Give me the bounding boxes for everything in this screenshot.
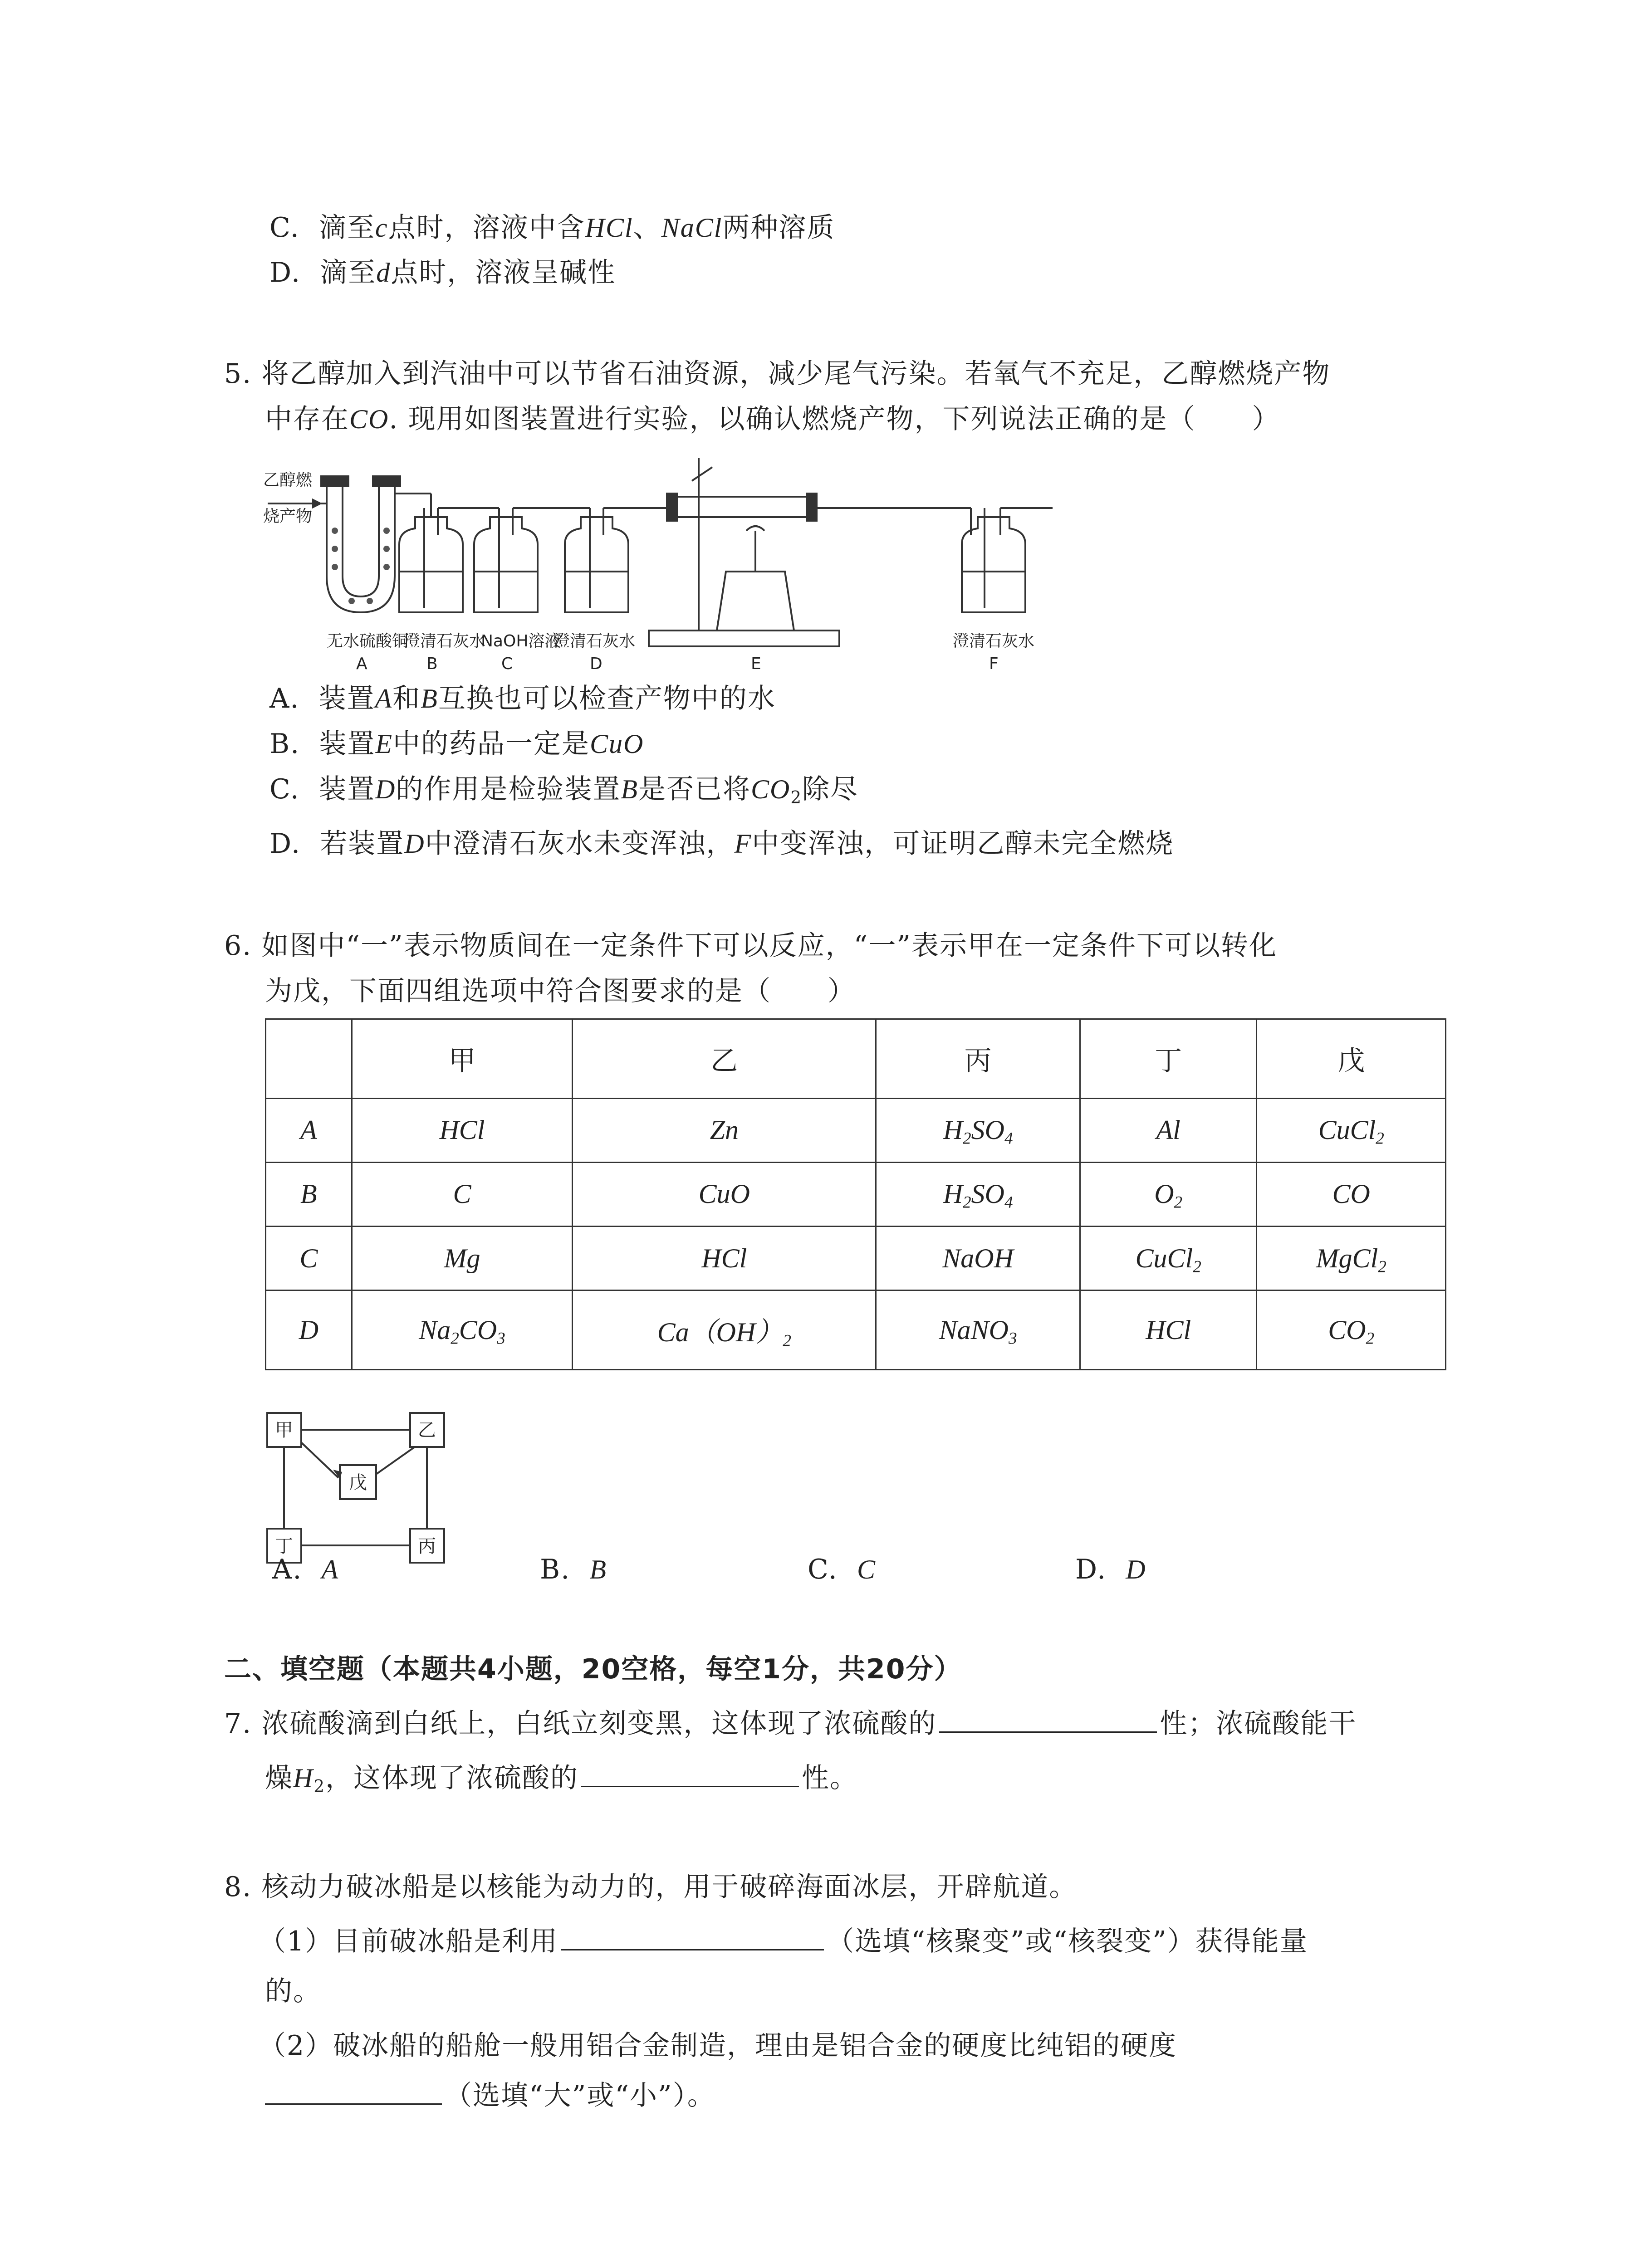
q6-option-d: D. D: [1075, 1554, 1146, 1585]
table-header-cell: 丙: [876, 1019, 1080, 1099]
q5-stem-line2: 中存在CO. 现用如图装置进行实验，以确认燃烧产物，下列说法正确的是（ ）: [265, 403, 1280, 435]
letter-e: E: [751, 655, 761, 673]
q6-option-a: A. A: [272, 1554, 339, 1585]
label-c: NaOH溶液: [481, 632, 561, 650]
row-label: C: [266, 1227, 352, 1290]
label-d: 澄清石灰水: [554, 632, 636, 650]
table-row: [266, 1290, 1446, 1370]
table-cell: $Na_2CO_3$: [352, 1290, 572, 1370]
table-cell: C: [352, 1162, 572, 1226]
table-cell: $H_2SO_4$: [876, 1098, 1080, 1162]
table-cell: NaOH: [876, 1227, 1080, 1290]
table-cell: HCl: [1080, 1290, 1257, 1370]
table-header-cell: 丁: [1080, 1019, 1257, 1099]
table-cell: $Ca(OH)_2$: [573, 1290, 876, 1370]
q8-stem: 8. 核动力破冰船是以核能为动力的，用于破碎海面冰层，开辟航道。: [224, 1871, 1078, 1903]
q5-option-c: C. 装置D的作用是检验装置B是否已将$CO_2$除尽: [269, 773, 859, 807]
q8-part2-line2: （选填“大”或“小”）。: [265, 2077, 715, 2114]
letter-f: F: [989, 655, 999, 673]
row-label: B: [266, 1162, 352, 1226]
section-heading: 二、填空题（本题共4小题，20空格，每空1分，共20分）: [224, 1653, 962, 1685]
table-cell: CuO: [573, 1162, 876, 1226]
table-cell: NaNO$_3$: [876, 1290, 1080, 1370]
q6-options-table: [265, 1018, 1446, 1370]
table-cell: Mg: [352, 1227, 572, 1290]
table-header-cell: 戊: [1257, 1019, 1446, 1099]
table-header-cell: 乙: [573, 1019, 876, 1099]
q5-stem-line1: 5. 将乙醇加入到汽油中可以节省石油资源，减少尾气污染。若氧气不充足，乙醇燃烧产物: [224, 358, 1331, 390]
svg-text:乙: 乙: [418, 1420, 436, 1441]
table-cell: $H_2SO_4$: [876, 1162, 1080, 1226]
q5-option-d: D. 若装置D中澄清石灰水未变浑浊，F中变浑浊，可证明乙醇未完全燃烧: [269, 828, 1174, 860]
answer-blank[interactable]: [581, 1762, 799, 1787]
svg-text:丙: 丙: [418, 1536, 436, 1557]
q4-option-c: C. 滴至c点时，溶液中含HCl、NaCl两种溶质: [269, 212, 835, 244]
q4-option-d: D. 滴至d点时，溶液呈碱性: [269, 257, 616, 288]
q8-part1-line2: 的。: [265, 1975, 321, 2007]
answer-blank[interactable]: [561, 1926, 824, 1950]
q6-option-b: B. B: [540, 1554, 607, 1585]
q8-part2-line1: （2）破冰船的船舱一般用铝合金制造，理由是铝合金的硬度比纯铝的硬度: [259, 2030, 1177, 2062]
answer-blank[interactable]: [265, 2080, 442, 2105]
table-cell: CuCl$_2$: [1080, 1227, 1257, 1290]
table-cell: $CO_2$: [1257, 1290, 1446, 1370]
table-cell: Al: [1080, 1098, 1257, 1162]
label-b: 澄清石灰水: [404, 632, 486, 650]
svg-text:戊: 戊: [349, 1472, 367, 1493]
answer-blank[interactable]: [939, 1708, 1157, 1733]
label-a: 无水硫酸铜: [327, 632, 409, 650]
letter-b: B: [426, 655, 438, 673]
table-cell: Zn: [573, 1098, 876, 1162]
q7-line2: 燥$H_2$，这体现了浓硫酸的 性。: [265, 1762, 858, 1796]
table-cell: CO: [1257, 1162, 1446, 1226]
table-header-cell: [266, 1019, 352, 1099]
inlet-label-line1: 乙醇燃: [263, 471, 313, 489]
table-row: [266, 1227, 1446, 1290]
row-label: D: [266, 1290, 352, 1370]
q5-option-b: B. 装置E中的药品一定是CuO: [269, 728, 644, 760]
q6-stem-line2: 为戊，下面四组选项中符合图要求的是（ ）: [265, 975, 856, 1007]
q5-option-a: A. 装置A和B互换也可以检查产物中的水: [269, 683, 776, 714]
table-cell: MgCl$_2$: [1257, 1227, 1446, 1290]
label-f: 澄清石灰水: [953, 632, 1035, 650]
q5-apparatus-figure: [263, 440, 1075, 685]
svg-text:甲: 甲: [275, 1420, 293, 1441]
letter-d: D: [590, 655, 603, 673]
table-cell: CuCl$_2$: [1257, 1098, 1446, 1162]
q6-option-c: C. C: [808, 1554, 877, 1585]
q8-part1-line1: （1）目前破冰船是利用 （选填“核聚变”或“核裂变”）获得能量: [259, 1926, 1308, 1957]
q6-stem-line1: 6. 如图中“一”表示物质间在一定条件下可以反应，“一”表示甲在一定条件下可以转化: [224, 930, 1278, 962]
table-cell: HCl: [352, 1098, 572, 1162]
table-header-cell: 甲: [352, 1019, 572, 1099]
row-label: A: [266, 1098, 352, 1162]
table-row: [266, 1162, 1446, 1226]
table-header-row: [266, 1019, 1446, 1099]
table-cell: $O_2$: [1080, 1162, 1257, 1226]
inlet-label-line2: 烧产物: [263, 507, 313, 526]
letter-c: C: [501, 655, 513, 673]
svg-text:丁: 丁: [275, 1536, 293, 1557]
table-cell: HCl: [573, 1227, 876, 1290]
q7-line1: 7. 浓硫酸滴到白纸上，白纸立刻变黑，这体现了浓硫酸的 性；浓硫酸能干: [224, 1708, 1357, 1740]
letter-a: A: [356, 655, 367, 673]
table-row: [266, 1098, 1446, 1162]
